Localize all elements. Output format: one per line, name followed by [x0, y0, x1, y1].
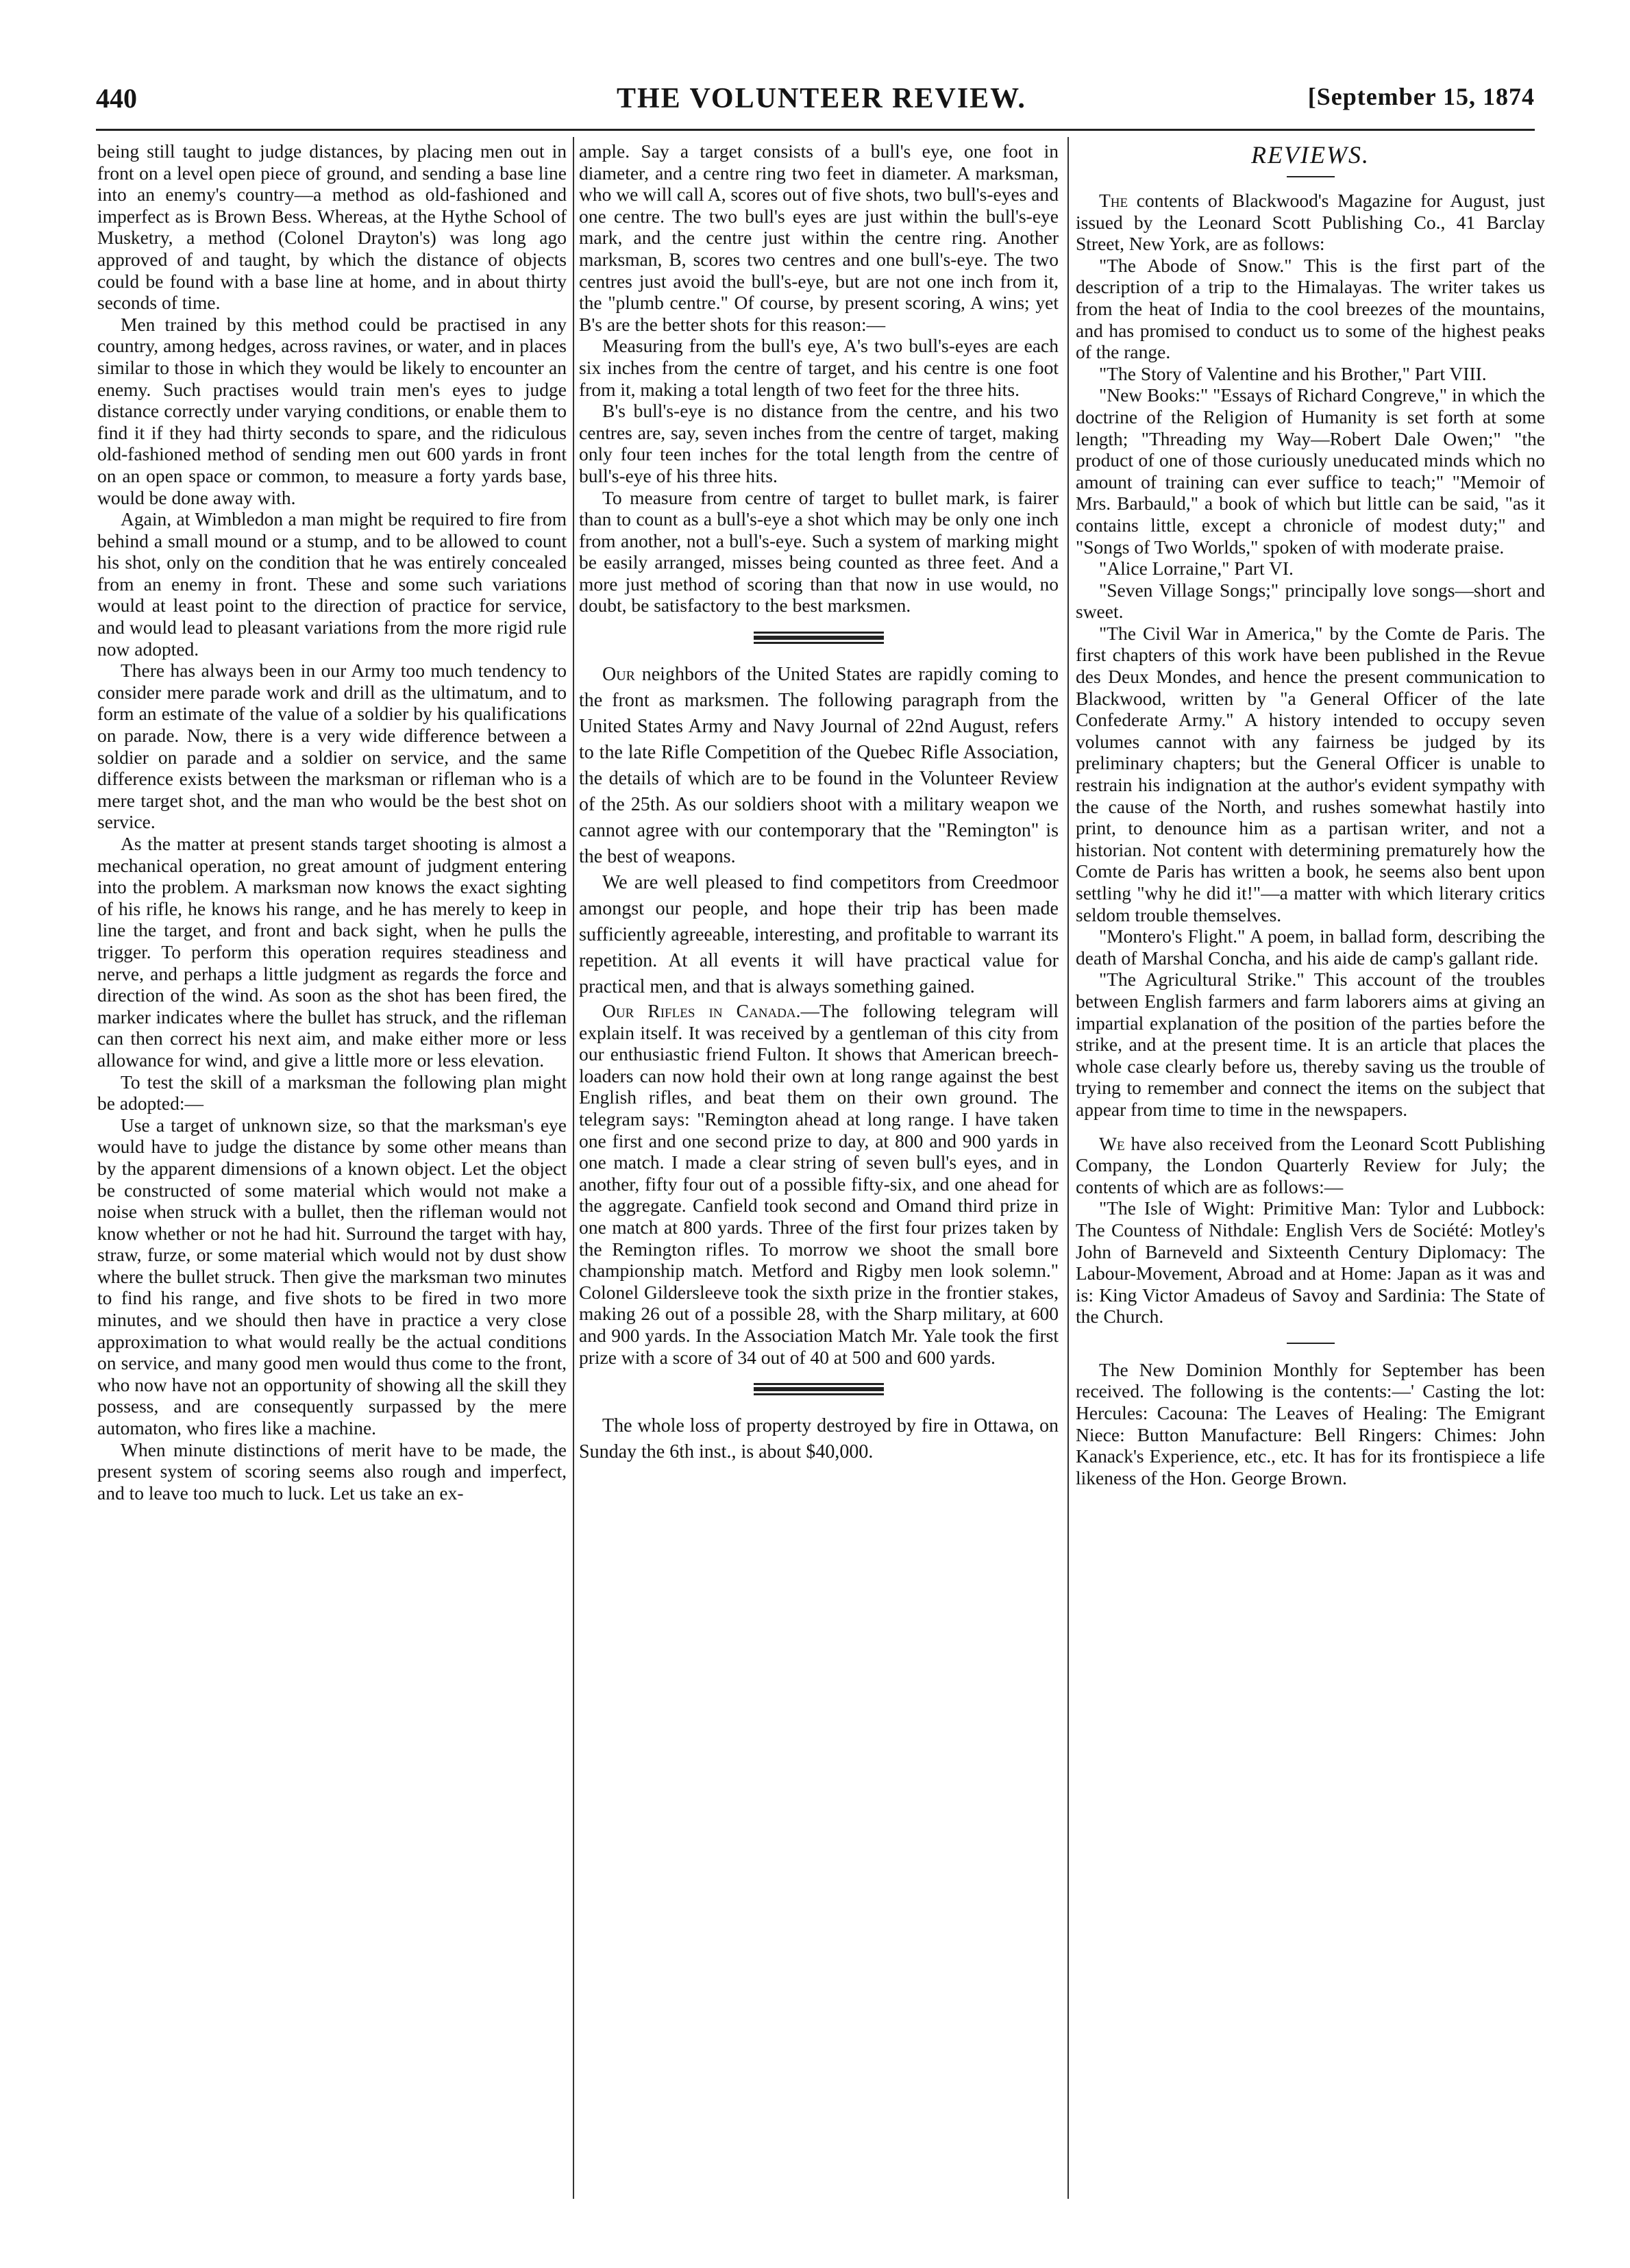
header-rule — [96, 129, 1535, 131]
section-separator — [1287, 1343, 1335, 1344]
article-paragraph: To test the skill of a marksman the following plan might be adopted:— — [97, 1071, 567, 1114]
page-number: 440 — [96, 83, 137, 114]
article-paragraph: The whole loss of property destroyed by fire in Ottawa, on Sunday the 6th inst., is about $40,000. — [579, 1415, 1059, 1463]
article-paragraph: To measure from centre of target to bullet mark, is fairer than to count as a bull's-eye a shot which may be only one inch from another, not a bull's-eye. Such a system of marking might be easily arranged, misses being counted as three feet. And a more just method of scoring than that now in use would, no doubt, be satisfactory to the best marksmen. — [579, 486, 1059, 616]
article-paragraph: We are well pleased to find competitors from Creedmoor amongst our people, and hope their trip has been made sufficiently agreeable, interesting, and profitable to warrant its repetition. At all events it will have practical value for practical men, and that is always something gained. — [579, 872, 1059, 998]
article-paragraph: Our Rifles in Canada.—The following telegram will explain itself. It was received by a gentleman of this city from our enthusiastic friend Fulton. It shows that American breech-loaders can now hold their own at long range against the best English rifles, and beat them on their own ground. The telegram says: "Remington ahead at long range. I have taken one first and one second prize to day, at 800 and 900 yards in one match. I made a clear string of seven bull's eyes, and in another, fifty four out of a possible fifty-six, and one ahead for the aggregate. Canfield took second and Omand third prize in one match at 800 yards. Three of the first four prizes taken by the Remington rifles. To morrow we shoot the small bore championship match. Metford and Rigby men look solemn." Colonel Gildersleeve took the sixth prize in the frontier stakes, making 26 out of a possible 28, with the Sharp military, at 600 and 900 yards. In the Association Match Mr. Yale took the first prize with a score of 34 out of 40 at 500 and 600 yards. — [579, 1000, 1059, 1368]
article-paragraph: Again, at Wimbledon a man might be required to fire from behind a small mound or a stump, and to be allowed to count his shot, only on the condition that he was entirely concealed from an enemy in front. These and some such variations would at least point to the direction of practice for service, and would lead to pleasant variations from the more rigid rule now adopted. — [97, 508, 567, 660]
lead-word: We — [1099, 1132, 1125, 1154]
article-paragraph: "The Isle of Wight: Primitive Man: Tylor and Lubbock: The Countess of Nithdale: English Vers de Société: Motley's John of Barneveld and Sixteenth Century Diplomacy: The Labour-Movement, Abroad and at Home: Japan as it was and is: King Victor Amadeus of Savoy and Sardinia: The State of the Church. — [1076, 1197, 1545, 1328]
page-header — [96, 82, 1535, 126]
article-paragraph: Men trained by this method could be practised in any country, among hedges, across ravines, or water, and in places similar to those in which they would be likely to encounter an enemy. Such practises would train men's eyes to judge distance correctly under varying conditions, or enable them to find it if they had thirty seconds to spare, and the ridiculous old-fashioned method of sending men out 600 yards in front on an open space or common, to measure a forty yards base, would be done away with. — [97, 313, 567, 508]
article-paragraph: Use a target of unknown size, so that the marksman's eye would have to judge the distance by some other means than by the apparent dimensions of a known object. Let the object be constructed of some material which would not make a noise when struck with a bullet, then the rifleman would not know whether or not he had hit. Surround the target with hay, straw, furze, or some material which would not by dust show where the bullet struck. Then give the marksman two minutes to find his range, and five shots to be fired in two more minutes, and we should then have in practice a very close approximation to what would really be the actual conditions on service, and many good men would thus come to the front, who now have not an opportunity of showing all the skill they possess, and are consequently surpassed by the mere automaton, who fires like a machine. — [97, 1114, 567, 1439]
article-paragraph: "Montero's Flight." A poem, in ballad form, describing the death of Marshal Concha, and his aide de camp's gallant ride. — [1076, 925, 1545, 969]
reviews-heading: REVIEWS. — [1251, 141, 1370, 169]
section-separator — [754, 1383, 884, 1395]
column-middle — [579, 140, 1059, 2195]
lead-heading: Our Rifles in Canada. — [602, 1000, 801, 1022]
column-divider-right — [1067, 137, 1069, 2199]
article-paragraph: When minute distinctions of merit have to be made, the present system of scoring seems also rough and imperfect, and to leave too much to luck. Let us take an ex- — [97, 1438, 567, 1504]
article-paragraph: "Seven Village Songs;" principally love songs—short and sweet. — [1076, 579, 1545, 623]
article-paragraph: "The Abode of Snow." This is the first part of the description of a trip to the Himalayas. The writer takes us from the heat of India to the cool breezes of the mountains, and has promised to conduct us to some of the highest peaks of the range. — [1076, 254, 1545, 363]
article-paragraph: "New Books:" "Essays of Richard Congreve," in which the doctrine of the Religion of Humanity is set forth at some length; "Threading my Way—Robert Dale Owen;" "the product of one of those curiously uneducated minds which no amount of training can ever suffice to teach;" "Memoir of Mrs. Barbauld," a book of which but little can be said, "as it contains little, except a chronicle of modest duty;" and "Songs of Two Worlds," spoken of with moderate praise. — [1076, 384, 1545, 558]
column-left — [97, 140, 567, 2195]
article-paragraph: ample. Say a target consists of a bull's eye, one foot in diameter, and a centre ring two feet in diameter. A marksman, who we will call A, scores out of five shots, two bull's-eyes and one centre. The two bull's eyes are just within the bull's-eye mark, and the centre just within the centre ring. Another marksman, B, scores two centres and one bull's-eye. The two centres just avoid the bull's-eye, but are not one inch from it, the "plumb centre." Of course, by present scoring, A wins; yet B's are the better shots for this reason:— — [579, 140, 1059, 335]
article-paragraph: being still taught to judge distances, by placing men out in front on a level open piece of ground, and sending a base line into an enemy's country—a method as old-fashioned and imperfect as is Brown Bess. Whereas, at the Hythe School of Musketry, a method (Colonel Drayton's) was long ago approved of and taught, by which the distance of objects could be found with a base line at home, and in about thirty seconds of time. — [97, 140, 567, 314]
article-paragraph: "The Story of Valentine and his Brother," Part VIII. — [1099, 362, 1487, 384]
newspaper-title: THE VOLUNTEER REVIEW. — [617, 83, 1026, 114]
heading-rule — [1287, 176, 1335, 177]
article-paragraph: The contents of Blackwood's Magazine for August, just issued by the Leonard Scott Publishing Co., 41 Barclay Street, New York, are as follows: — [1076, 190, 1545, 255]
article-paragraph: As the matter at present stands target shooting is almost a mechanical operation, no great amount of judgment entering into the problem. A marksman now knows the exact sighting of his rifle, he knows his range, and he has merely to keep in line the target, and front and back sight, when he pulls the trigger. To perform this operation requires steadiness and nerve, and perhaps a little judgment as regards the force and direction of the wind. As soon as the shot has been fired, the marker indicates where the bullet has struck, and the rifleman can then correct his next aim, and make either more or less allowance for wind, and give a little more or less elevation. — [97, 833, 567, 1071]
article-paragraph: "The Agricultural Strike." This account of the troubles between English farmers and farm laborers aims at giving an impartial explanation of the position of the parties before the strike, and at the present time. It is an article that places the whole case clearly before us, thereby saving us the trouble of trying to remember and connect the items on the subject that appear from time to time in the newspapers. — [1076, 969, 1545, 1120]
article-paragraph: Measuring from the bull's eye, A's two bull's-eyes are each six inches from the centre of target, and his centre is one foot from it, making a total length of two feet for the three hits. — [579, 335, 1059, 400]
article-paragraph: "Alice Lorraine," Part VI. — [1099, 558, 1294, 580]
article-paragraph: We have also received from the Leonard Scott Publishing Company, the London Quarterly Review for July; the contents of which are as follows:— — [1076, 1132, 1545, 1197]
lead-word: Our — [602, 664, 636, 686]
issue-date: [September 15, 1874 — [1307, 83, 1535, 110]
article-paragraph: "The Civil War in America," by the Comte de Paris. The first chapters of this work have been published in the Revue des Deux Mondes, and hence the present communication to Blackwood, written by "a General Officer of the late Confederate Army." A history intended to occupy seven volumes cannot with any fairness be judged by its preliminary chapters; but the General Officer is unable to restrain his indignation at the author's evident sympathy with the cause of the North, and rushes somewhat hastily into print, to denounce him as a partisan writer, and not a historian. Not content with determining prematurely how the Comte de Paris has written a book, he seems also bent upon settling "why he did it!"—a matter with which literary critics seldom trouble themselves. — [1076, 622, 1545, 925]
column-divider-left — [573, 137, 574, 2199]
section-separator — [754, 632, 884, 644]
article-paragraph: There has always been in our Army too much tendency to consider mere parade work and drill as the ultimatum, and to form an estimate of the value of a soldier by his qualifications on parade. Now, there is a very wide difference between a soldier on parade and a soldier on service, and the same difference exists between the marksman or rifleman who is a mere target shot, and the man who would be the best shot on service. — [97, 660, 567, 833]
lead-word: The — [1099, 190, 1128, 211]
column-right — [1076, 140, 1545, 2195]
article-paragraph: Our neighbors of the United States are rapidly coming to the front as marksmen. The following paragraph from the United States Army and Navy Journal of 22nd August, refers to the late Rifle Competition of the Quebec Rifle Association, the details of which are to be found in the Volunteer Review of the 25th. As our soldiers shoot with a military weapon we cannot agree with our contemporary that the "Remington" is the best of weapons. — [579, 664, 1059, 868]
article-paragraph: B's bull's-eye is no distance from the centre, and his two centres are, say, seven inches from the centre of target, making only four teen inches for the total length from the centre of bull's-eye of his three hits. — [579, 400, 1059, 486]
article-paragraph: The New Dominion Monthly for September has been received. The following is the contents:—' Casting the lot: Hercules: Cacouna: The Leaves of Healing: The Emigrant Niece: Button Manufacture: Bell Ringers: Chimes: John Kanack's Experience, etc., etc. It has for its frontispiece a life likeness of the Hon. George Brown. — [1076, 1358, 1545, 1488]
